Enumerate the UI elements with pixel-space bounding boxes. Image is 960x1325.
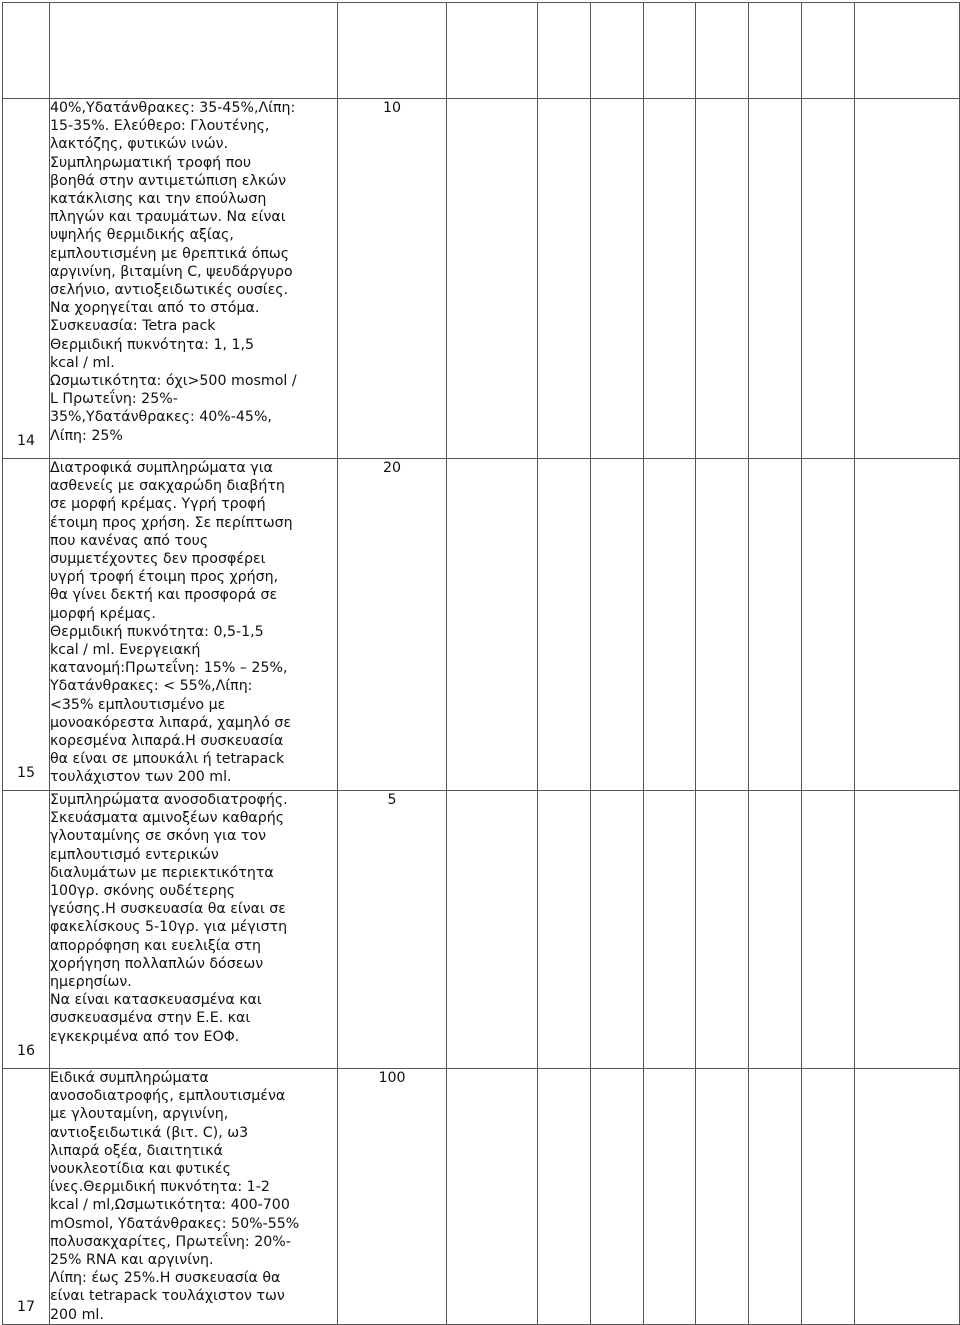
- description-cell: [50, 791, 338, 1069]
- empty-cell: [749, 3, 802, 99]
- empty-cell: [591, 1069, 644, 1325]
- empty-cell: [696, 99, 749, 459]
- description-cell: [50, 99, 338, 459]
- row-number-cell: [3, 3, 50, 99]
- row-number: 15: [16, 764, 36, 781]
- empty-cell: [749, 1069, 802, 1325]
- row-number: 16: [16, 1042, 36, 1059]
- table-row: [3, 459, 960, 791]
- table-row: [3, 3, 960, 99]
- description-text: 40%,Υδατάνθρακες: 35-45%,Λίπη: 15-35%. Ελεύθερο: Γλουτένης, λακτόζης, φυτικών ινών. Συμπληρωματική τροφή που βοηθά στην αντιμετώπιση ελκών κατάκλισης και την επούλωση πληγών και τραυμάτων. Να είναι υψηλής θερμιδικής αξίας, εμπλουτισμένη με θρεπτικά όπως αργινίνη, βιταμίνη C, ψευδάργυρο σελήνιο, αντιοξειδωτικές ουσίες. Να χορηγείται από το στόμα. Συσκευασία: Tetra pack Θερμιδική πυκνότητα: 1, 1,5 kcal / ml. Ωσμωτικότητα: όχι>500 mosmol / L Πρωτεΐνη: 25%- 35%,Υδατάνθρακες: 40%-45%, Λίπη: 25%: [50, 100, 297, 444]
- description-text: Ειδικά συμπληρώματα ανοσοδιατροφής, εμπλουτισμένα με γλουταμίνη, αργινίνη, αντιοξειδωτικά (βιτ. C), ω3 λιπαρά οξέα, διαιτητικά νουκλεοτίδια και φυτικές ίνες.Θερμιδική πυκνότητα: 1-2 kcal / ml,Ωσμωτικότητα: 400-700 mOsmol, Υδατάνθρακες: 50%-55% πολυσακχαρίτες, Πρωτεΐνη: 20%- 25% RNA και αργινίνη. Λίπη: έως 25%.Η συσκευασία θα είναι tetrapack τουλάχιστον των 200 ml.: [50, 1070, 300, 1323]
- empty-cell: [749, 791, 802, 1069]
- empty-cell: [644, 791, 696, 1069]
- empty-cell: [538, 99, 591, 459]
- quantity-cell: [338, 3, 447, 99]
- empty-cell: [538, 1069, 591, 1325]
- table-row: [3, 1069, 960, 1325]
- row-number: 17: [16, 1298, 36, 1315]
- empty-cell: [696, 1069, 749, 1325]
- empty-cell: [802, 459, 855, 791]
- empty-cell: [696, 791, 749, 1069]
- row-number-cell: [3, 459, 50, 791]
- empty-cell: [591, 459, 644, 791]
- empty-cell: [447, 3, 538, 99]
- empty-cell: [749, 99, 802, 459]
- quantity-cell: [338, 99, 447, 459]
- row-number-cell: [3, 99, 50, 459]
- table-row: [3, 791, 960, 1069]
- quantity-value: 100: [378, 1070, 406, 1086]
- empty-cell: [644, 1069, 696, 1325]
- empty-cell: [802, 99, 855, 459]
- empty-cell: [591, 3, 644, 99]
- empty-cell: [538, 459, 591, 791]
- empty-cell: [802, 3, 855, 99]
- empty-cell: [644, 459, 696, 791]
- row-number-cell: [3, 1069, 50, 1325]
- quantity-value: 5: [387, 792, 397, 808]
- description-cell: [50, 1069, 338, 1325]
- empty-cell: [855, 99, 960, 459]
- empty-cell: [447, 459, 538, 791]
- empty-cell: [538, 3, 591, 99]
- empty-cell: [447, 99, 538, 459]
- quantity-cell: [338, 1069, 447, 1325]
- row-number: 14: [16, 432, 36, 449]
- empty-cell: [855, 459, 960, 791]
- empty-cell: [855, 791, 960, 1069]
- empty-cell: [749, 459, 802, 791]
- empty-cell: [591, 99, 644, 459]
- empty-cell: [696, 3, 749, 99]
- empty-cell: [802, 791, 855, 1069]
- table-row: [3, 99, 960, 459]
- description-text: Διατροφικά συμπληρώματα για ασθενείς με σακχαρώδη διαβήτη σε μορφή κρέμας. Υγρή τροφή έτοιμη προς χρήση. Σε περίπτωση που κανένας από τους συμμετέχοντες δεν προσφέρει υγρή τροφή έτοιμη προς χρήση, θα γίνει δεκτή και προσφορά σε μορφή κρέμας. Θερμιδική πυκνότητα: 0,5-1,5 kcal / ml. Ενεργειακή κατανομή:Πρωτεΐνη: 15% – 25%, Υδατάνθρακες: < 55%,Λίπη: <35% εμπλουτισμένο με μονοακόρεστα λιπαρά, χαμηλό σε κορεσμένα λιπαρά.Η συσκευασία θα είναι σε μπουκάλι ή tetrapack τουλάχιστον των 200 ml.: [50, 460, 293, 786]
- description-cell: [50, 459, 338, 791]
- empty-cell: [855, 1069, 960, 1325]
- description-cell: [50, 3, 338, 99]
- quantity-cell: [338, 791, 447, 1069]
- row-number-cell: [3, 791, 50, 1069]
- quantity-value: 20: [382, 460, 402, 476]
- empty-cell: [696, 459, 749, 791]
- quantity-value: 10: [382, 100, 402, 116]
- empty-cell: [447, 791, 538, 1069]
- empty-cell: [591, 791, 644, 1069]
- empty-cell: [802, 1069, 855, 1325]
- empty-cell: [447, 1069, 538, 1325]
- specification-table: [2, 2, 960, 1325]
- quantity-cell: [338, 459, 447, 791]
- empty-cell: [644, 99, 696, 459]
- empty-cell: [644, 3, 696, 99]
- empty-cell: [855, 3, 960, 99]
- description-text: Συμπληρώματα ανοσοδιατροφής. Σκευάσματα αμινοξέων καθαρής γλουταμίνης σε σκόνη για τον εμπλουτισμό εντερικών διαλυμάτων με περιεκτικότητα 100γρ. σκόνης ουδέτερης γεύσης.Η συσκευασία θα είναι σε φακελίσκους 5-10γρ. για μέγιστη απορρόφηση και ευελιξία στη χορήγηση πολλαπλών δόσεων ημερησίων. Να είναι κατασκευασμένα και συσκευασμένα στην Ε.Ε. και εγκεκριμένα από τον ΕΟΦ.: [50, 792, 288, 1045]
- empty-cell: [538, 791, 591, 1069]
